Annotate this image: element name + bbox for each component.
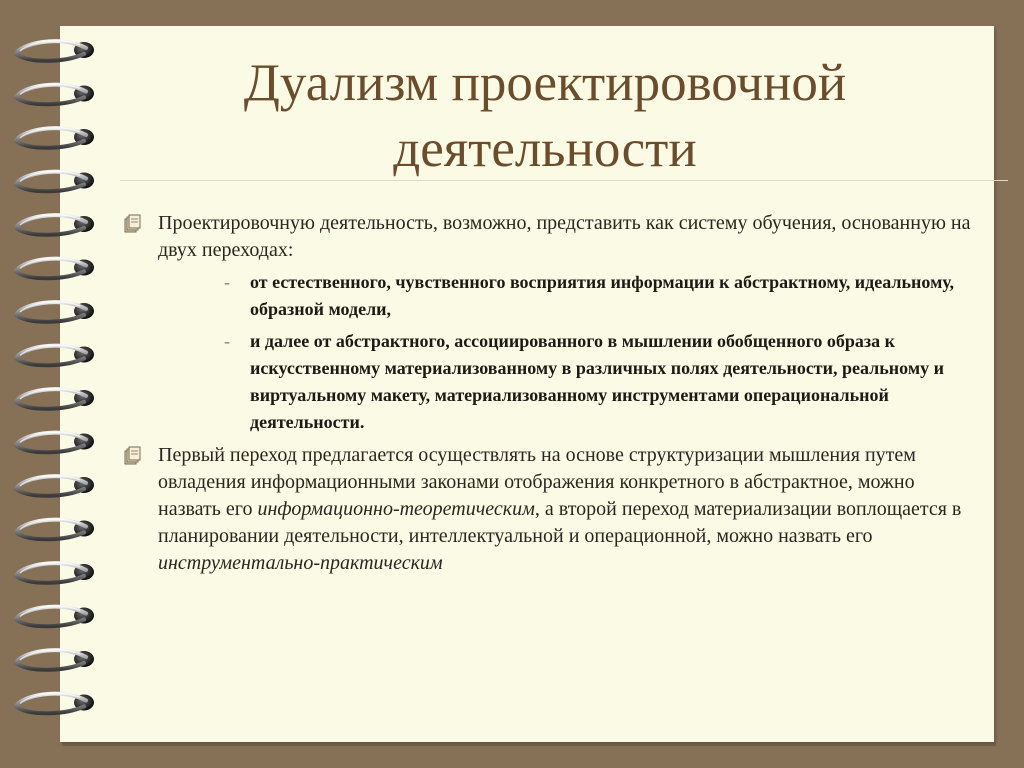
- title-divider: [120, 180, 1008, 181]
- slide-title: [120, 50, 970, 182]
- sub-item-text-2: и далее от абстрактного, ассоциированного в мышлении обобщенного образа к искусственному материализованному в различных полях деятельности, реальному и виртуальному макету, материализованному инструментами операциональной деятельности.: [250, 331, 944, 432]
- bullet-item-1: [120, 210, 980, 264]
- spiral-ring: [16, 476, 94, 496]
- spiral-binding: [0, 30, 110, 730]
- notebook-bullet-icon: [122, 214, 142, 234]
- spiral-ring: [16, 606, 94, 626]
- bullet-text-1: Проектировочную деятельность, возможно, представить как систему обучения, основанную на двух переходах:: [158, 212, 971, 261]
- spiral-ring: [16, 215, 94, 235]
- spiral-ring: [16, 650, 94, 670]
- spiral-ring: [16, 345, 94, 365]
- sub-item-text-1: от естественного, чувственного восприятия информации к абстрактному, идеальному, образной модели,: [250, 272, 955, 319]
- bullet-text-2: [158, 442, 980, 577]
- spiral-ring: [16, 389, 94, 409]
- spiral-ring: [16, 693, 94, 713]
- bullet-2-italic-1: информационно-теоретическим: [257, 498, 535, 520]
- bullet-2-part-2: , а второй переход материализации воплощается в планировании деятельности, интеллектуальной и операционной, можно назвать его: [158, 498, 962, 547]
- spiral-ring: [16, 171, 94, 191]
- spiral-ring: [16, 302, 94, 322]
- title-line-1: Дуализм проектировочной: [243, 54, 847, 112]
- spiral-ring: [16, 41, 94, 61]
- bullet-2-part-1: Первый переход предлагается осуществлять на основе структуризации мышления путем овладения информационными законами отображения конкретного в абстрактное, можно назвать его: [158, 444, 916, 520]
- page-shadow: [62, 742, 996, 746]
- sub-item-1: [120, 269, 980, 323]
- spiral-ring: [16, 563, 94, 583]
- sub-item-2: [120, 328, 980, 436]
- spiral-ring: [16, 519, 94, 539]
- sub-list: [120, 269, 980, 436]
- spiral-ring: [16, 84, 94, 104]
- slide-body: [120, 210, 980, 577]
- dash-marker: -: [224, 272, 230, 292]
- spiral-ring: [16, 258, 94, 278]
- notebook-bullet-icon: [122, 446, 142, 466]
- title-line-2: деятельности: [393, 120, 697, 178]
- dash-marker: -: [224, 331, 230, 351]
- spiral-ring: [16, 432, 94, 452]
- bullet-item-2: [120, 442, 980, 577]
- spiral-ring: [16, 128, 94, 148]
- bullet-2-italic-2: инструментально-практическим: [158, 552, 443, 574]
